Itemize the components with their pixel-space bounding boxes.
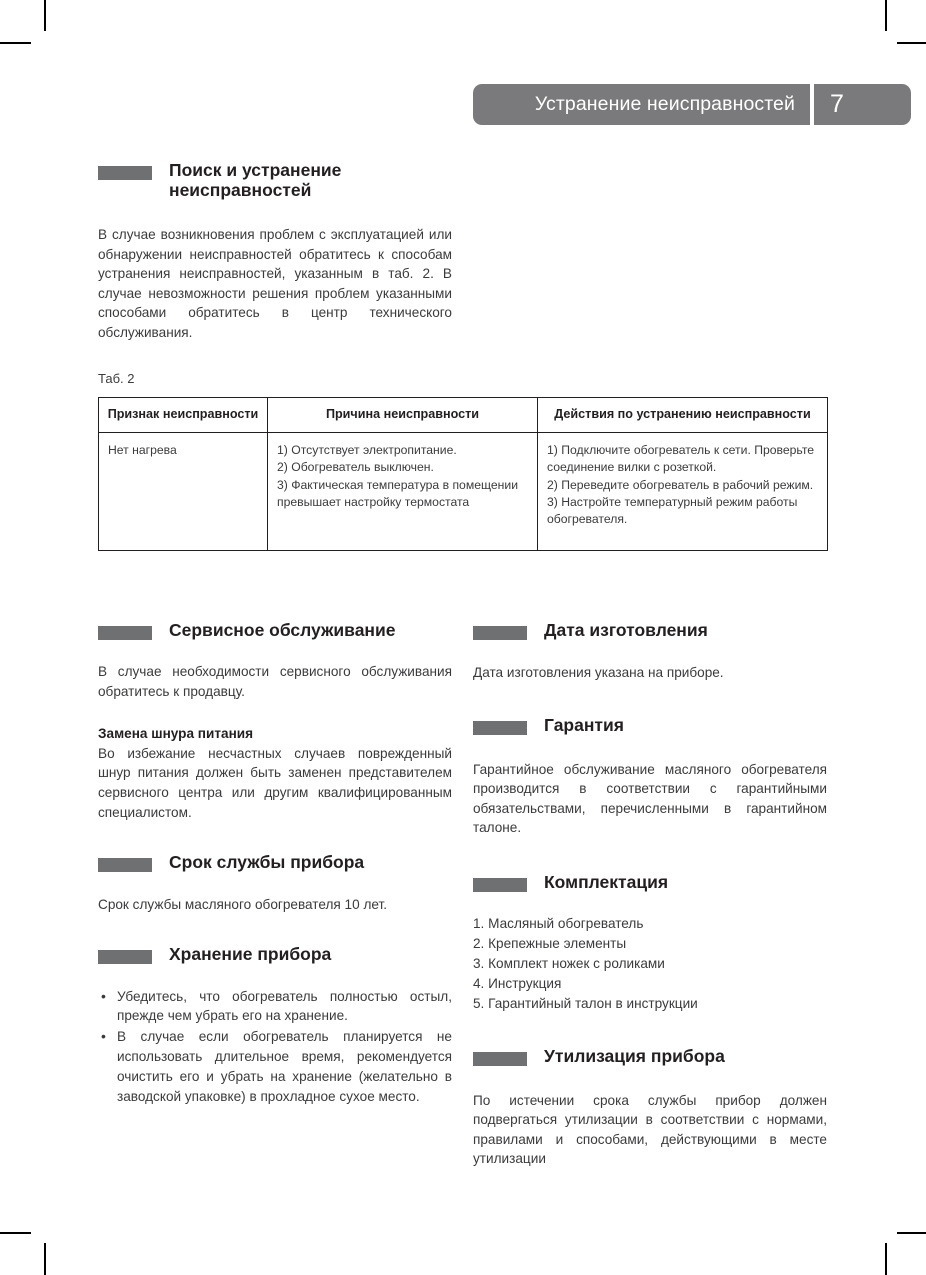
heading-text: Поиск и устранение неисправностей	[169, 160, 342, 201]
heading-text: Комплектация	[544, 871, 669, 892]
section-heading-lifetime	[98, 852, 452, 872]
list-item: 3. Комплект ножек с роликами	[473, 956, 665, 972]
heading-block-icon	[98, 858, 152, 872]
heading-text: Срок службы прибора	[169, 852, 365, 873]
heading-text: Гарантия	[544, 715, 624, 736]
heading-text: Дата изготовления	[544, 620, 708, 640]
cause-line: 3) Фактическая температура в помещении превышает настройку термостата	[277, 477, 519, 509]
troubleshooting-table	[98, 397, 828, 551]
crop-mark-bottom-left-vertical	[44, 1243, 46, 1275]
heading-text: Сервисное обслуживание	[169, 620, 396, 640]
heading-block-icon	[473, 626, 527, 640]
running-header-title: Устранение неисправностей	[534, 93, 795, 115]
table-header-cell-cause: Причина неисправности	[268, 398, 538, 433]
list-item: 5. Гарантийный талон в инструкции	[473, 996, 698, 1012]
crop-mark-top-right-horizontal	[897, 42, 926, 44]
section-heading-package-contents	[473, 872, 827, 892]
crop-mark-bottom-right-horizontal	[897, 1232, 926, 1234]
action-line: 2) Переведите обогреватель в рабочий режим.	[547, 477, 814, 492]
heading-block-icon	[473, 721, 527, 735]
storage-bullet-list	[98, 987, 452, 1107]
table-cell-cause	[268, 433, 538, 551]
action-line: 1) Подключите обогреватель к сети. Проверьте соединение вилки с розеткой.	[547, 443, 815, 475]
heading-block-icon	[98, 166, 152, 180]
heading-text: Утилизация прибора	[544, 1046, 725, 1067]
list-item: • В случае если обогреватель планируется не использовать длительное время, рекомендуется очистить его и убрать на хранение (желательно в заводской упаковке) в прохладное сухое место.	[98, 1027, 452, 1106]
heading-text: Хранение прибора	[169, 944, 332, 965]
crop-mark-top-left-vertical	[44, 0, 46, 31]
cause-line: 2) Обогреватель выключен.	[277, 460, 434, 475]
section-heading-warranty	[473, 715, 827, 735]
service-subparagraph: Во избежание несчастных случаев поврежденный шнур питания должен быть заменен представителем сервисного центра или другим квалифицированным специалистом.	[98, 745, 452, 820]
section-heading-disposal	[473, 1046, 827, 1066]
section-heading-troubleshooting	[98, 160, 452, 201]
action-line: 3) Настройте температурный режим работы обогревателя.	[547, 494, 798, 527]
disposal-paragraph: По истечении срока службы прибор должен подвергаться утилизации в соответствии с нормами, правилами и способами, действующими в месте утилизации	[473, 1092, 827, 1167]
service-paragraph: В случае необходимости сервисного обслуживания обратитесь к продавцу.	[98, 664, 452, 700]
manufacture-date-paragraph: Дата изготовления указана на приборе.	[473, 665, 724, 681]
package-contents-list	[473, 914, 827, 1014]
table-header-cell-sign: Признак неисправности	[99, 398, 268, 433]
warranty-paragraph: Гарантийное обслуживание масляного обогревателя производится в соответствии с гарантийными обязательствами, перечисленными в гарантийном талоне.	[473, 761, 827, 836]
action-line-list	[547, 442, 818, 529]
cause-line: 1) Отсутствует электропитание.	[277, 443, 457, 457]
heading-block-icon	[473, 1052, 527, 1066]
list-item: 4. Инструкция	[473, 976, 562, 992]
crop-mark-bottom-left-horizontal	[0, 1232, 31, 1234]
table-row	[99, 433, 828, 551]
table-cell-sign: Нет нагрева	[99, 433, 268, 551]
page-number: 7	[830, 90, 844, 118]
section-heading-service	[98, 620, 452, 640]
crop-mark-top-right-vertical	[885, 0, 887, 31]
right-column	[473, 620, 827, 1169]
cause-line-list	[277, 442, 528, 511]
crop-mark-top-left-horizontal	[0, 42, 31, 44]
lifetime-paragraph: Срок службы масляного обогревателя 10 лет.	[98, 896, 387, 912]
heading-block-icon	[473, 878, 527, 892]
table-caption: Таб. 2	[98, 371, 135, 386]
troubleshooting-paragraph: В случае возникновения проблем с эксплуатацией или обнаружении неисправностей обратитесь к способам устранения неисправностей, указанным в таб. 2. В случае невозможности решения проблем указанными способами обратитесь в центр технического обслуживания.	[98, 226, 452, 340]
heading-block-icon	[98, 950, 152, 964]
list-item: 2. Крепежные элементы	[473, 936, 627, 952]
section-heading-manufacture-date	[473, 620, 827, 640]
table-cell-action	[538, 433, 828, 551]
left-column-upper	[98, 160, 452, 342]
running-header	[473, 84, 911, 125]
service-subheading: Замена шнура питания	[98, 725, 254, 741]
heading-block-icon	[98, 626, 152, 640]
table-header-cell-action: Действия по устранению неисправности	[538, 398, 828, 433]
list-item: • Убедитесь, что обогреватель полностью остыл, прежде чем убрать его на хранение.	[98, 987, 452, 1027]
list-item: 1. Масляный обогреватель	[473, 916, 644, 932]
section-heading-storage	[98, 944, 452, 964]
crop-mark-bottom-right-vertical	[885, 1243, 887, 1275]
table-header-row	[99, 398, 828, 433]
left-column-lower	[98, 620, 452, 1108]
